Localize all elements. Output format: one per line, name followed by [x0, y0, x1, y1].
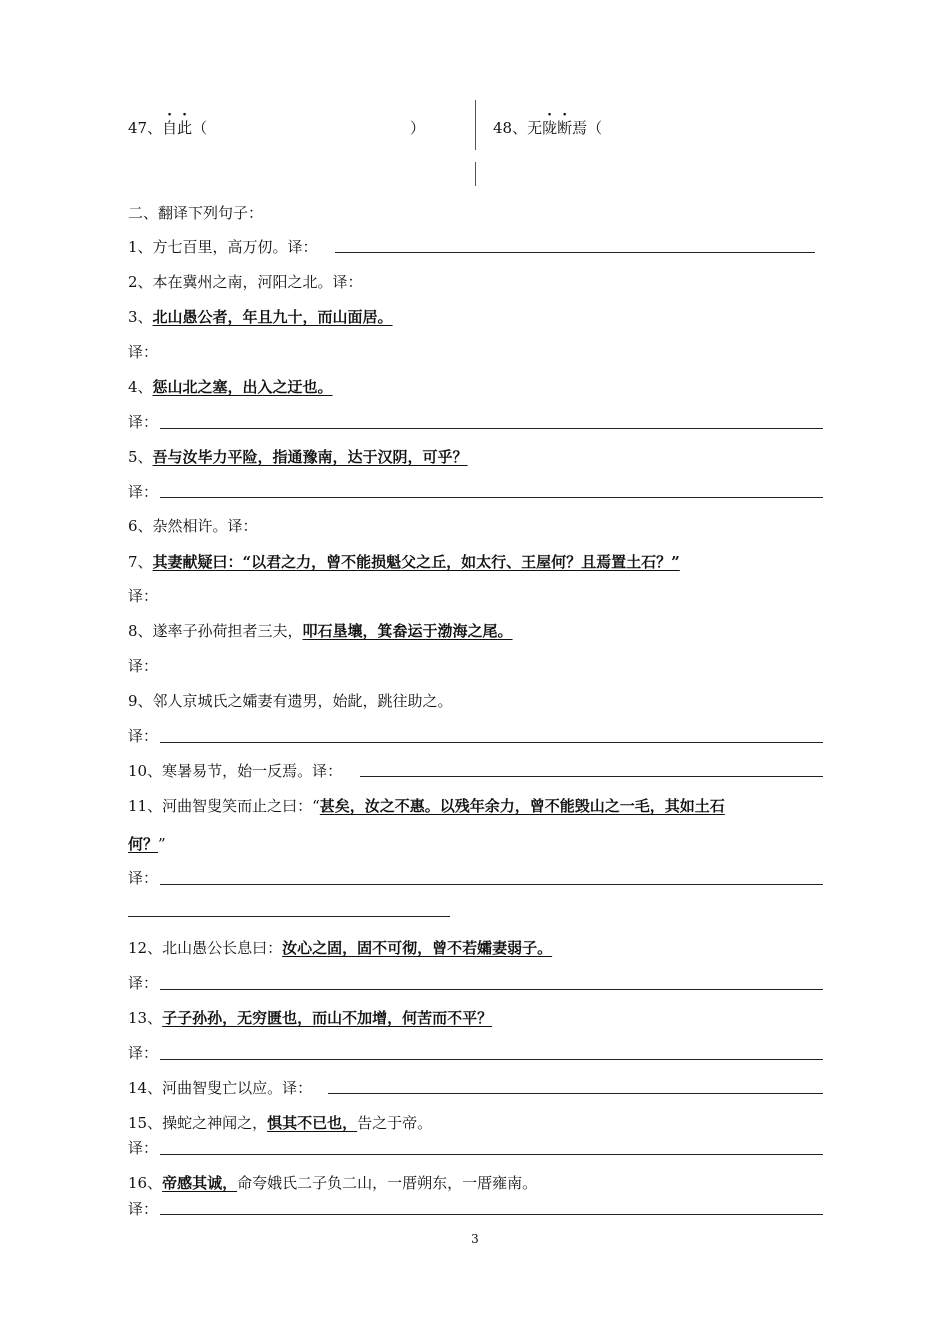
item-number: 47、 — [128, 119, 163, 137]
bold-sentence: 叩石垦壤，箕畚运于渤海之尾。 — [302, 622, 513, 640]
dotted-char: 断 — [557, 119, 573, 137]
item-number: 16、 — [128, 1174, 163, 1192]
translate-label: 译： — [128, 587, 159, 605]
bold-sentence: 北山愚公者，年且九十，而山面居。 — [152, 308, 393, 326]
translate-label: 译： — [128, 869, 159, 887]
answer-line-4[interactable] — [160, 428, 823, 429]
sentence-12 — [128, 938, 552, 958]
plain-text: ” — [158, 835, 166, 853]
translate-label: 译： — [128, 1044, 159, 1062]
translate-label: 译： — [128, 1139, 159, 1157]
answer-line-16[interactable] — [160, 1214, 823, 1215]
translate-label: 译： — [128, 343, 159, 361]
sentence-11-cont — [128, 834, 166, 854]
translate-label: 译： — [128, 1200, 159, 1218]
bold-sentence: 甚矣，汝之不惠。以残年余力，曾不能毁山之一毛，其如土石 — [319, 797, 725, 815]
answer-line-10[interactable] — [360, 776, 823, 777]
item-number: 3、 — [128, 308, 153, 326]
bold-sentence: 吾与汝毕力平险，指通豫南，达于汉阴，可乎？ — [152, 448, 468, 466]
sentence-14: 14、河曲智叟亡以应。译： — [128, 1079, 313, 1097]
sentence-1: 1、方七百里，高万仞。译： — [128, 238, 318, 256]
item-number: 4、 — [128, 378, 153, 396]
answer-line-1[interactable] — [335, 252, 815, 253]
item-number: 7、 — [128, 553, 153, 571]
answer-line-15[interactable] — [160, 1154, 823, 1155]
answer-line-13[interactable] — [160, 1059, 823, 1060]
sentence-10: 10、寒暑易节，始一反焉。译： — [128, 762, 343, 780]
sentence-2: 2、本在冀州之南，河阳之北。译： — [128, 273, 363, 291]
dotted-char: 此 — [177, 119, 193, 137]
plain-text: 15、操蛇之神闻之， — [128, 1114, 268, 1132]
bold-sentence: 其妻献疑曰：“以君之力，曾不能损魁父之丘，如太行、王屋何？且焉置土石？” — [152, 553, 680, 571]
sentence-7 — [128, 552, 680, 572]
plain-text: 命夸娥氏二子负二山，一厝朔东，一厝雍南。 — [237, 1174, 538, 1192]
plain-text: 8、遂率子孙荷担者三夫， — [128, 622, 303, 640]
plain-char: 无 — [527, 119, 543, 137]
bold-sentence: 汝心之固，固不可彻，曾不若孀妻弱子。 — [282, 939, 553, 957]
sentence-6: 6、杂然相许。译： — [128, 517, 258, 535]
plain-text: 12、北山愚公长息曰： — [128, 939, 283, 957]
item-number: 13、 — [128, 1009, 163, 1027]
item-number: 48、 — [493, 119, 528, 137]
sentence-15 — [128, 1113, 432, 1133]
plain-text: 告之于帝。 — [357, 1114, 433, 1132]
sentence-13 — [128, 1008, 492, 1028]
translate-label: 译： — [128, 657, 159, 675]
column-divider — [475, 100, 476, 150]
sentence-8 — [128, 621, 513, 641]
sentence-9: 9、邻人京城氏之孀妻有遗男，始龀，跳往助之。 — [128, 692, 453, 710]
vocab-item-47 — [128, 118, 207, 138]
sentence-11 — [128, 796, 725, 816]
section-title: 二、翻译下列句子： — [128, 204, 264, 222]
answer-line-12[interactable] — [160, 989, 823, 990]
answer-line-9[interactable] — [160, 742, 823, 743]
answer-line-5[interactable] — [160, 497, 823, 498]
dotted-char: 自 — [162, 119, 178, 137]
answer-line-14[interactable] — [328, 1093, 823, 1094]
sentence-3 — [128, 307, 393, 327]
open-paren: （ — [192, 119, 208, 137]
plain-text: 焉（ — [572, 119, 603, 137]
bold-sentence: 惩山北之塞，出入之迂也。 — [152, 378, 333, 396]
translate-label: 译： — [128, 974, 159, 992]
sentence-16 — [128, 1173, 537, 1193]
answer-line-11b[interactable] — [128, 916, 450, 917]
sentence-5 — [128, 447, 468, 467]
close-paren: ） — [410, 119, 426, 137]
item-number: 5、 — [128, 448, 153, 466]
translate-label: 译： — [128, 727, 159, 745]
sentence-4 — [128, 377, 333, 397]
plain-text: 11、河曲智叟笑而止之曰：“ — [128, 797, 320, 815]
page-number: 3 — [471, 1232, 479, 1246]
vocab-item-48 — [493, 118, 602, 138]
bold-sentence: 何？ — [128, 835, 159, 853]
translate-label: 译： — [128, 483, 159, 501]
dotted-char: 陇 — [542, 119, 558, 137]
bold-sentence: 子子孙孙，无穷匮也，而山不加增，何苦而不平？ — [162, 1009, 493, 1027]
bold-sentence: 帝感其诚， — [162, 1174, 238, 1192]
answer-line-11[interactable] — [160, 884, 823, 885]
column-divider — [475, 162, 476, 186]
bold-sentence: 惧其不已也， — [267, 1114, 358, 1132]
translate-label: 译： — [128, 413, 159, 431]
